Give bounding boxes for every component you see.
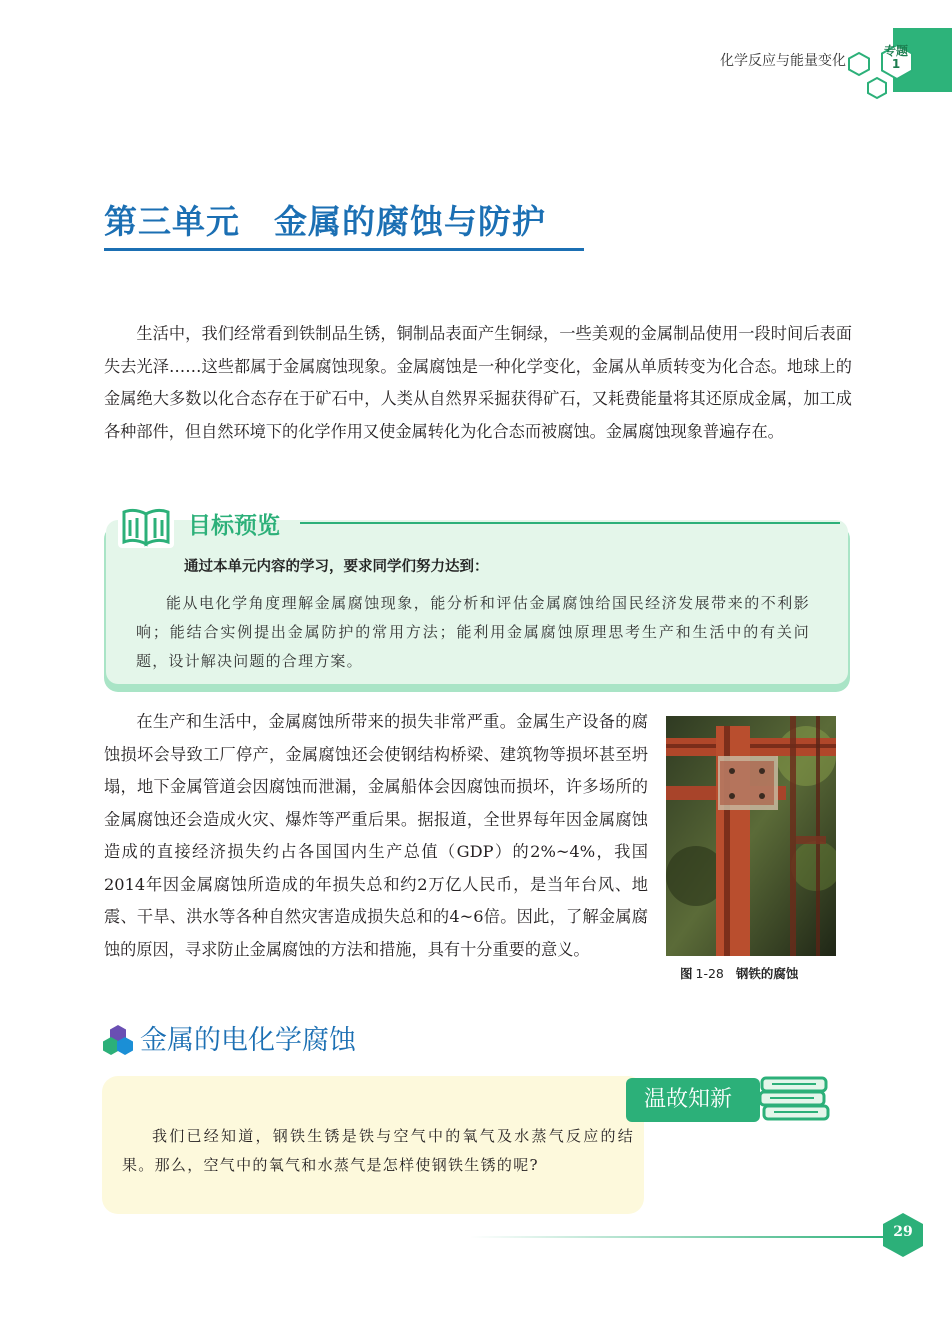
figure-label: 图 (680, 966, 693, 981)
section-cubes-icon (102, 1023, 134, 1055)
section-title: 金属的电化学腐蚀 (140, 1025, 356, 1056)
figure-caption (680, 964, 798, 982)
unit-title: 第三单元 金属的腐蚀与防护 (104, 202, 546, 241)
review-label: 温故知新 (626, 1078, 760, 1122)
chapter-title: 化学反应与能量变化 (720, 53, 846, 69)
topic-label: 专题 (883, 44, 908, 58)
goal-lead: 通过本单元内容的学习，要求同学们努力达到： (184, 559, 489, 575)
figure-number: 1-28 (695, 966, 724, 981)
review-body: 我们已经知道，钢铁生锈是铁与空气中的氧气及水蒸气反应的结果。那么，空气中的氧气和水蒸气是怎样使钢铁生锈的呢? (122, 1127, 634, 1174)
intro-paragraph: 生活中，我们经常看到铁制品生锈，铜制品表面产生铜绿，一些美观的金属制品使用一段时间后表面失去光泽……这些都属于金属腐蚀现象。金属腐蚀是一种化学变化，金属从单质转变为化合态。地球上的金属绝大多数以化合态存在于矿石中，人类从自然界采掘获得矿石，又耗费能量将其还原成金属，加工成各种部件，但自然环境下的化学作用又使金属转化为化合态而被腐蚀。金属腐蚀现象普遍存在。 (104, 324, 852, 441)
goal-heading-rule (300, 522, 840, 524)
goal-body: 能从电化学角度理解金属腐蚀现象，能分析和评估金属腐蚀给国民经济发展带来的不利影响；能结合实例提出金属防护的常用方法；能利用金属腐蚀原理思考生产和生活中的有关问题，设计解决问题的合理方案。 (136, 594, 810, 670)
topic-number: 1 (891, 57, 901, 71)
goal-heading: 目标预览 (188, 513, 280, 539)
stacked-books-icon (758, 1074, 830, 1124)
open-book-icon (118, 502, 174, 548)
losses-paragraph: 在生产和生活中，金属腐蚀所带来的损失非常严重。金属生产设备的腐蚀损坏会导致工厂停产，金属腐蚀还会使钢结构桥梁、建筑物等损坏甚至坍塌，地下金属管道会因腐蚀而泄漏，金属船体会因腐蚀而损坏，许多场所的金属腐蚀还会造成火灾、爆炸等严重后果。据报道，全世界每年因金属腐蚀造成的直接经济损失约占各国国内生产总值（GDP）的2%~4%，我国2014年因金属腐蚀所造成的年损失总和约2万亿人民币，是当年台风、地震、干旱、洪水等各种自然灾害造成损失总和的4~6倍。因此，了解金属腐蚀的原因，寻求防止金属腐蚀的方法和措施，具有十分重要的意义。 (104, 712, 648, 959)
page-number: 29 (893, 1224, 913, 1240)
footer-rule (470, 1236, 890, 1238)
corroded-steel-photo (666, 716, 836, 956)
unit-title-underline (104, 248, 584, 251)
topic-badge (877, 45, 915, 71)
figure-caption-text: 钢铁的腐蚀 (735, 966, 799, 981)
